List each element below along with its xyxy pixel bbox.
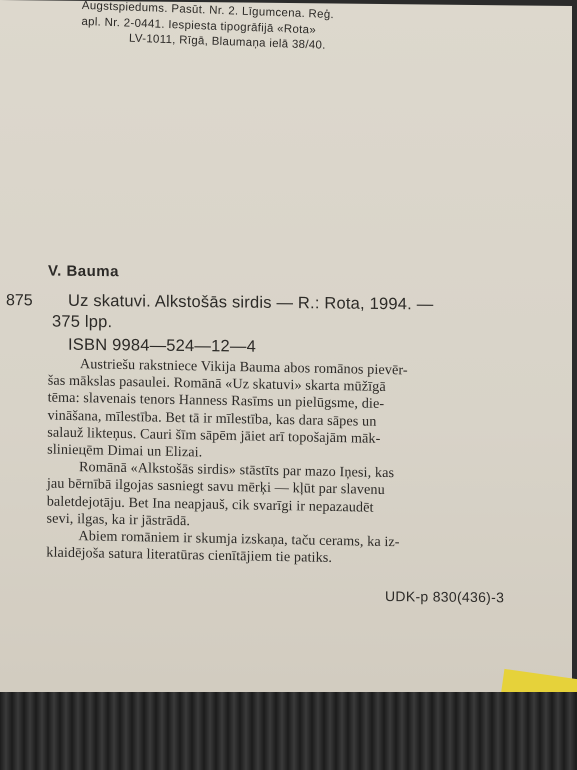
annotation-line: Romānā «Alkstošās sirdis» stāstīts par mazo Iņesi, kas bbox=[78, 459, 395, 482]
annotation-line: šas mākslas pasaulei. Romānā «Uz skatuvi» skarta mūžīgā bbox=[47, 372, 386, 396]
biblio-title-line: Uz skatuvi. Alkstošās sirdis — R.: Rota, 1994. — bbox=[68, 291, 434, 314]
classification-number: 875 bbox=[6, 292, 33, 310]
annotation-line: klaidējoša satura literatūras cienītājiem tie patiks. bbox=[46, 544, 333, 567]
annotation-line: jau bērnībā ilgojas sasniegt savu mērķi — kļūt par slavenu bbox=[46, 475, 385, 499]
author-heading: V. Bauma bbox=[48, 262, 119, 281]
imprint-line: Augstspiedums. Pasūt. Nr. 2. Līgumcena. Reģ. bbox=[81, 0, 335, 22]
imprint-line: apl. Nr. 2-0441. Iespiesta tipogrāfijā «Rota» bbox=[81, 15, 317, 36]
annotation-line: Austriešu rakstniece Vikija Bauma abos romānos pievēr- bbox=[79, 356, 408, 379]
imprint-line: LV-1011, Rīgā, Blaumaņa ielā 38/40. bbox=[128, 32, 326, 52]
annotation-paragraph bbox=[46, 459, 502, 537]
annotation-paragraph bbox=[47, 356, 503, 468]
annotation-line: baletdejotāju. Bet Ina neapjauš, cik svarīgi ir nepazaudēt bbox=[46, 493, 374, 516]
annotation bbox=[46, 356, 503, 571]
annotation-line: Abiem romāniem ir skumja izskaņa, taču cerams, ka iz- bbox=[78, 528, 400, 551]
annotation-line: slinieцēm Dimai un Elizai. bbox=[47, 441, 203, 461]
background-surface bbox=[0, 692, 577, 770]
annotation-line: salauž likteņus. Cauri šīm sāpēm jāiet arī topošajām māk- bbox=[47, 424, 381, 447]
annotation-line: tēma: slavenais tenors Hanness Rasīms un pielūgsme, die- bbox=[47, 389, 385, 413]
annotation-paragraph bbox=[46, 528, 501, 571]
bibliographic-entry bbox=[52, 291, 508, 361]
annotation-line: vināšana, mīlestība. Bet tā ir mīlestība, kas dara sāpes un bbox=[47, 407, 377, 430]
udk-code: UDK-p 830(436)-3 bbox=[385, 588, 505, 606]
printing-imprint bbox=[81, 0, 442, 59]
isbn: ISBN 9984—524—12—4 bbox=[68, 335, 256, 356]
biblio-pages-line: 375 lpp. bbox=[52, 312, 113, 332]
annotation-line: sevi, ilgas, ka ir jāstrādā. bbox=[46, 510, 191, 530]
